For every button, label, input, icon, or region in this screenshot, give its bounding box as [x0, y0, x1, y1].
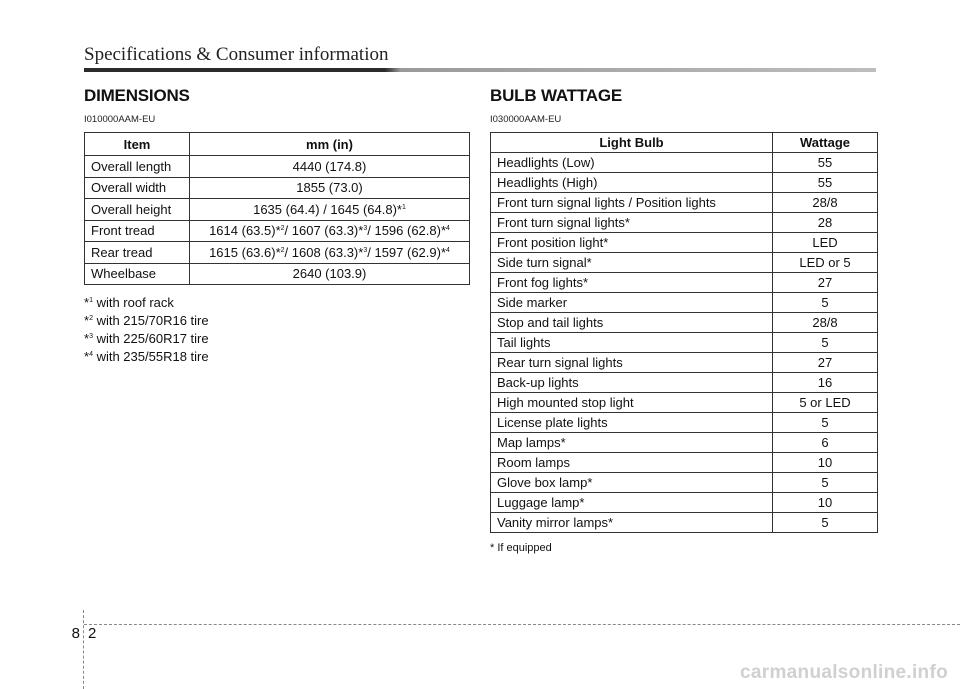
bulb-wattage: 16 [773, 373, 878, 393]
bulb-row [491, 513, 878, 533]
dimensions-item: Wheelbase [85, 263, 190, 285]
bulb-row [491, 273, 878, 293]
bulb-row [491, 413, 878, 433]
value-text: 4440 (174.8) [292, 158, 367, 174]
dimensions-row [85, 263, 470, 285]
dimensions-value [190, 263, 470, 285]
dimensions-row [85, 220, 470, 242]
bulb-name: Front position light* [491, 233, 773, 253]
dimensions-header-item: Item [85, 133, 190, 156]
footnote-ref: 3 [363, 225, 368, 233]
bulb-name: Side turn signal* [491, 253, 773, 273]
footnote-ref: 2 [280, 246, 285, 254]
footnote-ref: 4 [446, 246, 450, 254]
footnote-text: with roof rack [92, 295, 174, 310]
bulb-wattage-title: BULB WATTAGE [490, 86, 623, 105]
value-text: / 1596 (62.8)* [367, 223, 447, 239]
footnote-text: with 235/55R18 tire [92, 349, 209, 364]
bulb-name: Stop and tail lights [491, 313, 773, 333]
bulb-wattage-code: I030000AAM-EU [490, 114, 562, 125]
dimensions-value [190, 220, 470, 242]
footnote-mark: * [84, 313, 90, 328]
bulb-name: Luggage lamp* [491, 493, 773, 513]
dimensions-value [190, 177, 470, 199]
value-text: 2640 (103.9) [292, 266, 367, 282]
dimensions-code: I010000AAM-EU [84, 114, 156, 125]
dimensions-row [85, 177, 470, 199]
bulb-row [491, 393, 878, 413]
bulb-name: Headlights (High) [491, 173, 773, 193]
bulb-name: Glove box lamp* [491, 473, 773, 493]
bulb-wattage: 5 [773, 293, 878, 313]
watermark: carmanualsonline.info [740, 662, 948, 683]
bulb-wattage: 5 [773, 513, 878, 533]
footnote-number: 1 [89, 297, 93, 304]
bulb-wattage-table [490, 132, 878, 533]
bulb-row [491, 333, 878, 353]
footnote-text: with 215/70R16 tire [92, 313, 209, 328]
bulb-wattage: 5 [773, 413, 878, 433]
footnote-mark: * [84, 349, 90, 364]
bulb-row [491, 353, 878, 373]
bulb-header-row [491, 133, 878, 153]
bulb-row [491, 253, 878, 273]
dimensions-header-value: mm (in) [190, 133, 470, 156]
footnote-mark: * [84, 295, 90, 310]
bulb-wattage: 5 [773, 333, 878, 353]
bulb-name: Front fog lights* [491, 273, 773, 293]
value-text: 1855 (73.0) [296, 180, 363, 196]
bulb-row [491, 293, 878, 313]
bulb-wattage: 5 [773, 473, 878, 493]
bulb-wattage: 28 [773, 213, 878, 233]
bulb-row [491, 313, 878, 333]
bulb-row [491, 433, 878, 453]
footnote-ref: 3 [363, 246, 368, 254]
footnote-number: 2 [89, 315, 93, 322]
value-text: 1635 (64.4) / 1645 (64.8)* [253, 201, 402, 217]
footer-dashed-divider [83, 610, 84, 689]
bulb-name: Map lamps* [491, 433, 773, 453]
footnote-line [84, 330, 209, 348]
footnote-ref: 1 [401, 203, 406, 211]
dimensions-item: Overall length [85, 156, 190, 178]
bulb-row [491, 473, 878, 493]
bulb-name: License plate lights [491, 413, 773, 433]
value-text: / 1597 (62.9)* [367, 244, 447, 260]
bulb-row [491, 173, 878, 193]
footnote-ref: 2 [280, 225, 285, 233]
bulb-wattage: 27 [773, 353, 878, 373]
dimensions-table [84, 132, 470, 285]
dimensions-item: Overall width [85, 177, 190, 199]
bulb-name: Rear turn signal lights [491, 353, 773, 373]
bulb-name: Headlights (Low) [491, 153, 773, 173]
footnote-mark: * [84, 331, 90, 346]
bulb-equipped-note: * If equipped [490, 542, 552, 554]
bulb-header-wattage: Wattage [773, 133, 878, 153]
dimensions-footnotes [84, 294, 209, 366]
footnote-number: 3 [89, 333, 93, 340]
bulb-wattage: 5 or LED [773, 393, 878, 413]
bulb-header-light: Light Bulb [491, 133, 773, 153]
value-text: 1614 (63.5)* [209, 223, 281, 239]
page-number: 82 [71, 625, 105, 642]
bulb-row [491, 193, 878, 213]
bulb-wattage: 28/8 [773, 193, 878, 213]
dimensions-value [190, 156, 470, 178]
value-text: 1615 (63.6)* [209, 244, 281, 260]
footnote-line [84, 294, 209, 312]
dimensions-value [190, 242, 470, 264]
bulb-wattage: LED [773, 233, 878, 253]
bulb-name: Front turn signal lights* [491, 213, 773, 233]
header-rule [84, 68, 876, 72]
value-text: / 1607 (63.3)* [284, 223, 364, 239]
footnote-line [84, 312, 209, 330]
bulb-wattage: LED or 5 [773, 253, 878, 273]
dimensions-row [85, 242, 470, 264]
value-text: / 1608 (63.3)* [284, 244, 364, 260]
bulb-name: High mounted stop light [491, 393, 773, 413]
footer-dashed-rule [84, 624, 960, 625]
bulb-wattage: 55 [773, 153, 878, 173]
bulb-wattage: 6 [773, 433, 878, 453]
footnote-line [84, 348, 209, 366]
bulb-wattage: 10 [773, 493, 878, 513]
bulb-wattage: 28/8 [773, 313, 878, 333]
bulb-row [491, 373, 878, 393]
dimensions-value [190, 199, 470, 221]
bulb-wattage: 55 [773, 173, 878, 193]
bulb-name: Room lamps [491, 453, 773, 473]
bulb-name: Tail lights [491, 333, 773, 353]
footnote-text: with 225/60R17 tire [92, 331, 209, 346]
dimensions-row [85, 156, 470, 178]
dimensions-item: Front tread [85, 220, 190, 242]
bulb-wattage: 10 [773, 453, 878, 473]
dimensions-item: Overall height [85, 199, 190, 221]
bulb-row [491, 153, 878, 173]
page-header-title: Specifications & Consumer information [84, 44, 389, 65]
bulb-row [491, 233, 878, 253]
bulb-row [491, 493, 878, 513]
footnote-number: 4 [89, 351, 93, 358]
bulb-name: Side marker [491, 293, 773, 313]
bulb-row [491, 213, 878, 233]
bulb-name: Back-up lights [491, 373, 773, 393]
footnote-ref: 4 [446, 225, 450, 233]
bulb-wattage: 27 [773, 273, 878, 293]
bulb-name: Vanity mirror lamps* [491, 513, 773, 533]
dimensions-item: Rear tread [85, 242, 190, 264]
bulb-row [491, 453, 878, 473]
dimensions-title: DIMENSIONS [84, 86, 190, 105]
bulb-name: Front turn signal lights / Position lights [491, 193, 773, 213]
dimensions-header-row [85, 133, 470, 156]
dimensions-row [85, 199, 470, 221]
